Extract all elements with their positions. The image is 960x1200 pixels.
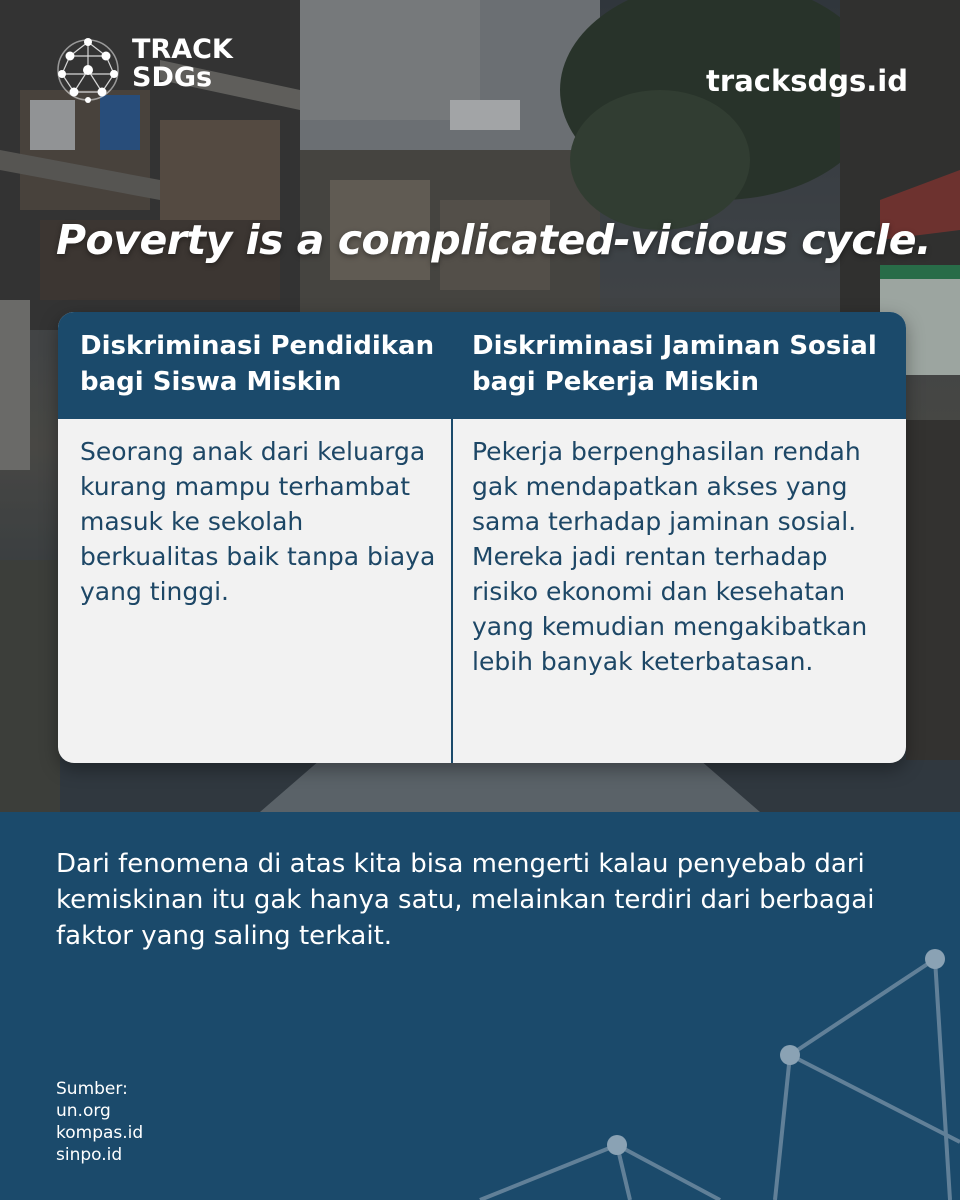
comparison-table <box>58 312 906 763</box>
source-item: sinpo.id <box>56 1145 123 1165</box>
tracksdgs-logo <box>52 34 232 106</box>
bottom-panel <box>0 812 960 1200</box>
column-divider <box>451 312 453 763</box>
logo-text-track: TRACK <box>132 34 233 65</box>
network-globe-icon <box>52 34 124 106</box>
logo-text <box>132 36 233 92</box>
sources <box>56 1078 143 1166</box>
source-item: un.org <box>56 1101 111 1121</box>
source-item: kompas.id <box>56 1123 144 1143</box>
conclusion-text: Dari fenomena di atas kita bisa mengerti kalau penyebab dari kemiskinan itu gak hanya satu, melainkan terdiri dari berbagai faktor yang saling terkait. <box>56 849 875 951</box>
column-title-social-security: Diskriminasi Jaminan Sosial bagi Pekerja Miskin <box>472 331 877 397</box>
site-url: tracksdgs.id <box>706 64 908 98</box>
sources-label: Sumber: <box>56 1079 128 1099</box>
column-body-social-security: Pekerja berpenghasilan rendah gak mendapatkan akses yang sama terhadap jaminan sosial. Mereka jadi rentan terhadap risiko ekonomi dan kesehatan yang kemudian mengakibatkan lebih banyak keterbatasan. <box>472 437 868 676</box>
column-title-education: Diskriminasi Pendidikan bagi Siswa Miskin <box>80 331 435 397</box>
logo-text-sdgs: SDGs <box>132 62 213 93</box>
column-body-education: Seorang anak dari keluarga kurang mampu terhambat masuk ke sekolah berkualitas baik tanpa biaya yang tinggi. <box>80 437 436 606</box>
headline: Poverty is a complicated-vicious cycle. <box>56 216 932 264</box>
